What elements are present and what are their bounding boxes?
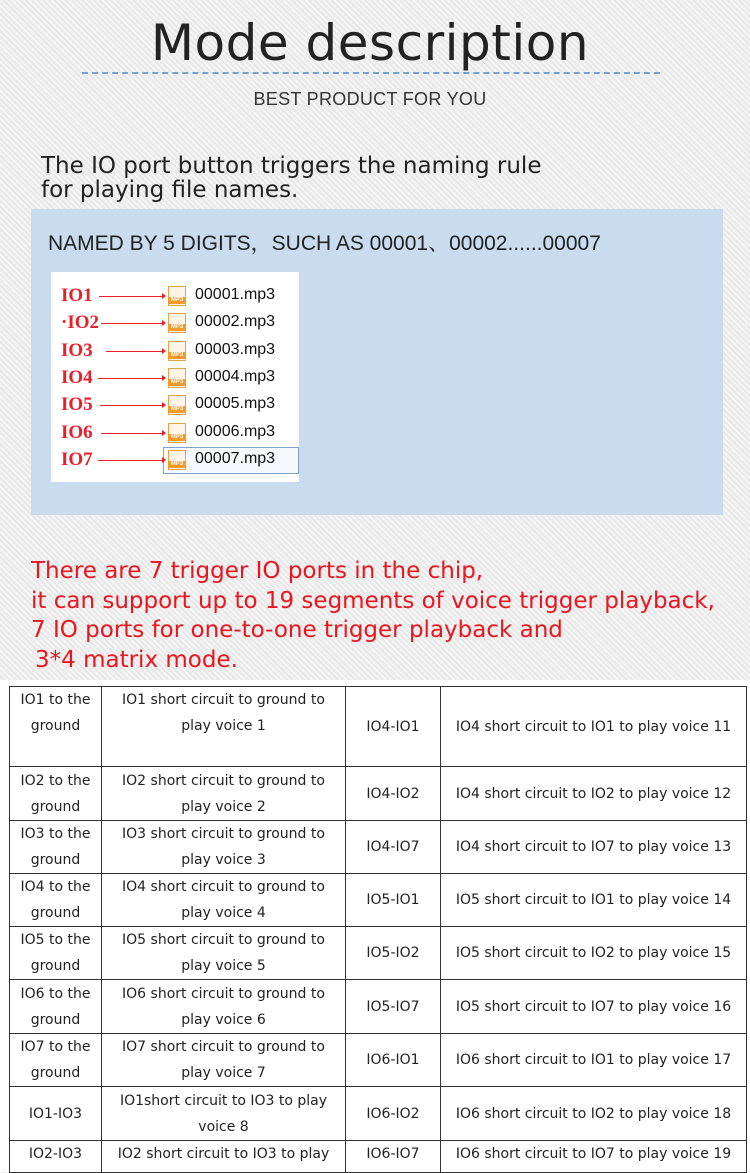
connector-arrow — [101, 433, 163, 434]
file-name[interactable]: 00004.mp3 — [195, 367, 276, 385]
matrix-pair-cell: IO4-IO2 — [346, 767, 441, 821]
mp3-file-icon — [168, 313, 186, 333]
mp3-file-icon — [168, 341, 186, 361]
mp3-file-icon — [168, 450, 186, 470]
matrix-description-cell: IO5 short circuit to IO2 to play voice 15 — [441, 927, 747, 980]
notice-text — [31, 557, 731, 675]
table-row — [10, 927, 747, 980]
matrix-description-cell: IO6 short circuit to IO1 to play voice 17 — [441, 1034, 747, 1087]
ground-port-cell: IO1-IO3 — [10, 1087, 102, 1141]
ground-description-cell: IO1 short circuit to ground to play voice 1 — [102, 687, 346, 767]
io-port-label: IO3 — [61, 339, 93, 361]
notice-line-1: There are 7 trigger IO ports in the chip, — [31, 558, 484, 584]
matrix-pair-cell: IO4-IO1 — [346, 687, 441, 767]
mp3-badge: MP3 — [168, 324, 186, 331]
mp3-badge: MP3 — [168, 297, 186, 304]
table-row — [10, 980, 747, 1034]
ground-port-cell: IO1 to the ground — [10, 687, 102, 767]
mp3-file-icon — [168, 395, 186, 415]
ground-port-cell: IO6 to the ground — [10, 980, 102, 1034]
table-row — [10, 1034, 747, 1087]
io-port-label: IO7 — [61, 448, 93, 470]
ground-description-cell: IO1short circuit to IO3 to play voice 8 — [102, 1087, 346, 1141]
file-row — [51, 447, 299, 474]
file-list-panel — [51, 272, 299, 482]
matrix-description-cell: IO6 short circuit to IO2 to play voice 18 — [441, 1087, 747, 1141]
ground-port-cell: IO5 to the ground — [10, 927, 102, 980]
mp3-file-icon — [168, 423, 186, 443]
io-port-label: IO1 — [61, 285, 93, 306]
ground-port-cell: IO2 to the ground — [10, 767, 102, 821]
matrix-description-cell: IO5 short circuit to IO7 to play voice 16 — [441, 980, 747, 1034]
file-row — [51, 365, 299, 392]
trigger-mapping-table — [9, 686, 747, 1173]
matrix-pair-cell: IO5-IO7 — [346, 980, 441, 1034]
ground-description-cell: IO2 short circuit to IO3 to play — [102, 1141, 346, 1173]
table-row — [10, 1141, 747, 1173]
io-port-label: ·IO2 — [61, 312, 100, 334]
matrix-pair-cell: IO5-IO2 — [346, 927, 441, 980]
notice-line-4: 3*4 matrix mode. — [35, 646, 238, 673]
mp3-file-icon — [168, 286, 186, 306]
connector-arrow — [100, 405, 163, 406]
ground-port-cell: IO2-IO3 — [10, 1141, 102, 1173]
ground-port-cell: IO3 to the ground — [10, 821, 102, 874]
ground-description-cell: IO5 short circuit to ground to play voice 5 — [102, 927, 346, 980]
matrix-description-cell: IO4 short circuit to IO2 to play voice 12 — [441, 767, 747, 821]
ground-port-cell: IO4 to the ground — [10, 874, 102, 927]
title-divider — [82, 72, 660, 74]
connector-arrow — [99, 296, 163, 297]
ground-description-cell: IO4 short circuit to ground to play voice 4 — [102, 874, 346, 927]
ground-port-cell: IO7 to the ground — [10, 1034, 102, 1087]
file-name[interactable]: 00002.mp3 — [195, 313, 276, 331]
file-name[interactable]: 00005.mp3 — [195, 395, 276, 413]
file-name[interactable]: 00006.mp3 — [195, 422, 276, 440]
mp3-file-icon — [168, 368, 186, 388]
table-row — [10, 687, 747, 767]
ground-description-cell: IO2 short circuit to ground to play voice 2 — [102, 767, 346, 821]
naming-rule-text: NAMED BY 5 DIGITS，SUCH AS 00001、00002......00007 — [48, 232, 601, 255]
file-row — [51, 338, 299, 365]
matrix-description-cell: IO5 short circuit to IO1 to play voice 14 — [441, 874, 747, 927]
table-row — [10, 821, 747, 874]
file-row — [51, 283, 299, 310]
file-name[interactable]: 00001.mp3 — [195, 286, 276, 303]
mp3-badge: MP3 — [168, 461, 186, 468]
matrix-pair-cell: IO4-IO7 — [346, 821, 441, 874]
page-subtitle: BEST PRODUCT FOR YOU — [253, 89, 487, 109]
table-row — [10, 874, 747, 927]
ground-description-cell: IO3 short circuit to ground to play voice 3 — [102, 821, 346, 874]
matrix-description-cell: IO4 short circuit to IO7 to play voice 13 — [441, 821, 747, 874]
matrix-pair-cell: IO6-IO2 — [346, 1087, 441, 1141]
ground-description-cell: IO6 short circuit to ground to play voice 6 — [102, 980, 346, 1034]
connector-arrow — [98, 460, 163, 461]
mp3-badge: MP3 — [168, 434, 186, 441]
io-port-label: IO6 — [61, 421, 93, 443]
matrix-pair-cell: IO6-IO7 — [346, 1141, 441, 1173]
matrix-pair-cell: IO6-IO1 — [346, 1034, 441, 1087]
mp3-badge: MP3 — [168, 406, 186, 413]
table-row — [10, 767, 747, 821]
naming-rule-panel — [31, 209, 723, 515]
intro-line-1: The IO port button triggers the naming rule — [41, 153, 542, 179]
ground-description-cell: IO7 short circuit to ground to play voice 7 — [102, 1034, 346, 1087]
connector-arrow — [101, 323, 163, 324]
matrix-description-cell: IO4 short circuit to IO1 to play voice 11 — [441, 687, 747, 767]
file-name[interactable]: 00003.mp3 — [195, 340, 276, 358]
matrix-pair-cell: IO5-IO1 — [346, 874, 441, 927]
notice-line-2: it can support up to 19 segments of voice trigger playback, — [31, 587, 715, 614]
connector-arrow — [106, 351, 163, 352]
intro-text — [41, 154, 561, 202]
file-name[interactable]: 00007.mp3 — [195, 449, 276, 467]
file-row — [51, 420, 299, 447]
io-port-label: IO5 — [61, 394, 93, 416]
io-port-label: IO4 — [61, 366, 93, 388]
mp3-badge: MP3 — [168, 379, 186, 386]
matrix-description-cell: IO6 short circuit to IO7 to play voice 19 — [441, 1141, 747, 1173]
mp3-badge: MP3 — [168, 352, 186, 359]
file-row — [51, 392, 299, 419]
notice-line-3: 7 IO ports for one-to-one trigger playback and — [31, 617, 563, 643]
page-title: Mode description — [150, 14, 590, 72]
trigger-table-container — [0, 680, 750, 1172]
intro-line-2: for playing file names. — [41, 177, 299, 203]
table-row — [10, 1087, 747, 1141]
connector-arrow — [98, 378, 163, 379]
file-row — [51, 310, 299, 337]
